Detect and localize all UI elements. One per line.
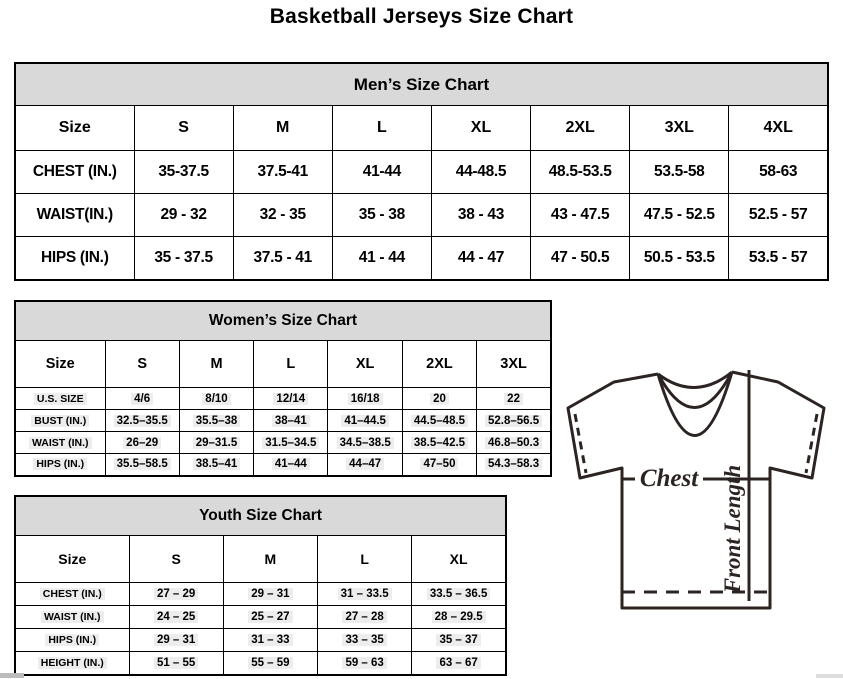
horizontal-scrollbar-thumb[interactable] xyxy=(0,673,24,678)
womens-column-header: L xyxy=(254,341,328,388)
womens-table-row xyxy=(15,454,551,476)
mens-cell-value: 32 - 35 xyxy=(259,206,306,223)
mens-cell-value: 44 - 47 xyxy=(457,248,505,266)
mens-cell-value: 47.5 - 52.5 xyxy=(643,206,715,223)
mens-cell-value: 35 - 38 xyxy=(358,206,405,223)
youth-column-header: L xyxy=(318,536,412,583)
womens-cell-value: 32.5–35.5 xyxy=(114,415,171,427)
womens-cell-value: 41–44 xyxy=(272,458,310,470)
youth-cell-value: 24 – 25 xyxy=(154,611,198,623)
womens-cell-value: 41–44.5 xyxy=(341,415,389,427)
youth-cell-value: 31 – 33 xyxy=(248,634,292,646)
womens-cell-value: 38.5–42.5 xyxy=(411,437,468,449)
mens-chart-title: Men’s Size Chart xyxy=(15,63,828,106)
jersey-measurement-diagram xyxy=(556,356,843,628)
womens-cell-value: 44.5–48.5 xyxy=(411,415,468,427)
front-length-label: Front Length xyxy=(720,464,745,594)
youth-column-header: XL xyxy=(412,536,506,583)
womens-cell-value: 16/18 xyxy=(348,393,383,405)
mens-column-header: 4XL xyxy=(729,106,828,151)
youth-cell-value: 35 – 37 xyxy=(436,634,480,646)
womens-cell-value: 34.5–38.5 xyxy=(337,437,394,449)
youth-cell-value: 29 – 31 xyxy=(248,588,292,600)
womens-cell-value: 38.5–41 xyxy=(193,458,241,470)
youth-cell-value: 31 – 33.5 xyxy=(338,588,392,600)
womens-row-label: BUST (IN.) xyxy=(31,415,89,427)
womens-row-label: U.S. SIZE xyxy=(34,393,87,405)
mens-table-row xyxy=(15,237,828,280)
mens-cell-value: 47 - 50.5 xyxy=(550,248,610,266)
womens-cell-value: 47–50 xyxy=(420,458,458,470)
youth-table-row xyxy=(15,652,506,675)
mens-cell-value: 43 - 47.5 xyxy=(550,206,610,223)
womens-column-header: S xyxy=(105,341,179,388)
womens-cell-value: 20 xyxy=(430,393,449,405)
youth-column-header: M xyxy=(223,536,317,583)
mens-cell-value: 53.5 - 57 xyxy=(748,248,808,266)
womens-cell-value: 31.5–34.5 xyxy=(262,437,319,449)
youth-cell-value: 29 – 31 xyxy=(154,634,198,646)
mens-cell-value: 29 - 32 xyxy=(160,206,207,223)
mens-cell-value: 48.5-53.5 xyxy=(548,163,612,180)
womens-cell-value: 46.8–50.3 xyxy=(485,437,542,449)
mens-column-header: L xyxy=(332,106,431,151)
womens-cell-value: 52.8–56.5 xyxy=(485,415,542,427)
youth-cell-value: 28 – 29.5 xyxy=(432,611,486,623)
womens-row-label: HIPS (IN.) xyxy=(33,458,87,470)
mens-cell-value: 35-37.5 xyxy=(158,163,209,180)
mens-cell-value: 38 - 43 xyxy=(457,206,505,223)
chest-label: Chest xyxy=(639,465,699,492)
mens-column-header: 2XL xyxy=(531,106,630,151)
mens-cell-value: 52.5 - 57 xyxy=(748,206,808,223)
womens-table-row xyxy=(15,388,551,410)
youth-cell-value: 27 – 29 xyxy=(154,588,198,600)
womens-cell-value: 4/6 xyxy=(131,393,153,405)
youth-cell-value: 33.5 – 36.5 xyxy=(427,588,491,600)
youth-row-label: HIPS (IN.) xyxy=(45,634,99,646)
youth-table-row xyxy=(15,606,506,629)
mens-size-chart-table xyxy=(14,62,829,281)
youth-cell-value: 33 – 35 xyxy=(342,634,386,646)
womens-table-row xyxy=(15,410,551,432)
womens-cell-value: 54.3–58.3 xyxy=(485,458,542,470)
youth-cell-value: 27 – 28 xyxy=(342,611,386,623)
womens-size-chart-table xyxy=(14,300,552,477)
youth-cell-value: 25 – 27 xyxy=(248,611,292,623)
youth-column-header: Size xyxy=(15,536,129,583)
youth-size-chart-table xyxy=(14,495,507,676)
mens-cell-value: 37.5 - 41 xyxy=(253,248,312,266)
womens-column-header: M xyxy=(179,341,253,388)
womens-table-row xyxy=(15,432,551,454)
youth-chart-title: Youth Size Chart xyxy=(15,496,506,536)
mens-row-label: HIPS (IN.) xyxy=(40,248,109,266)
mens-column-header: S xyxy=(134,106,233,151)
youth-row-label: WAIST (IN.) xyxy=(41,611,104,623)
womens-row-label: WAIST (IN.) xyxy=(29,437,92,449)
jersey-collar-back xyxy=(658,372,732,388)
mens-cell-value: 44-48.5 xyxy=(455,163,507,180)
youth-cell-value: 59 – 63 xyxy=(342,657,386,669)
womens-cell-value: 35.5–38 xyxy=(193,415,241,427)
womens-cell-value: 22 xyxy=(504,393,523,405)
mens-row-label: CHEST (IN.) xyxy=(32,163,117,180)
youth-column-header: S xyxy=(129,536,223,583)
mens-cell-value: 41-44 xyxy=(362,163,401,180)
womens-chart-title: Women’s Size Chart xyxy=(15,301,551,341)
womens-column-header: Size xyxy=(15,341,105,388)
womens-column-header: XL xyxy=(328,341,402,388)
womens-column-header: 3XL xyxy=(477,341,551,388)
mens-column-header: Size xyxy=(15,106,134,151)
mens-table-row xyxy=(15,194,828,237)
womens-cell-value: 29–31.5 xyxy=(193,437,241,449)
mens-table-row xyxy=(15,151,828,194)
mens-column-header: 3XL xyxy=(630,106,729,151)
youth-table-row xyxy=(15,629,506,652)
mens-cell-value: 37.5-41 xyxy=(257,163,308,180)
youth-table-row xyxy=(15,583,506,606)
womens-cell-value: 26–29 xyxy=(123,437,161,449)
mens-row-label: WAIST(IN.) xyxy=(36,206,113,223)
youth-cell-value: 51 – 55 xyxy=(154,657,198,669)
youth-row-label: CHEST (IN.) xyxy=(40,588,105,600)
womens-cell-value: 8/10 xyxy=(202,393,230,405)
mens-column-header: XL xyxy=(431,106,530,151)
youth-cell-value: 63 – 67 xyxy=(436,657,480,669)
mens-column-header: M xyxy=(233,106,332,151)
page-title: Basketball Jerseys Size Chart xyxy=(269,5,574,28)
womens-cell-value: 38–41 xyxy=(272,415,310,427)
mens-cell-value: 50.5 - 53.5 xyxy=(643,248,715,266)
mens-cell-value: 41 - 44 xyxy=(358,248,405,266)
womens-column-header: 2XL xyxy=(402,341,476,388)
mens-cell-value: 35 - 37.5 xyxy=(154,248,213,266)
horizontal-scrollbar-track[interactable] xyxy=(816,674,843,678)
womens-cell-value: 35.5–58.5 xyxy=(114,458,171,470)
mens-cell-value: 53.5-58 xyxy=(654,163,705,180)
womens-cell-value: 44–47 xyxy=(346,458,384,470)
youth-cell-value: 55 – 59 xyxy=(248,657,292,669)
womens-cell-value: 12/14 xyxy=(273,393,308,405)
mens-cell-value: 58-63 xyxy=(759,163,798,180)
youth-row-label: HEIGHT (IN.) xyxy=(38,657,107,669)
